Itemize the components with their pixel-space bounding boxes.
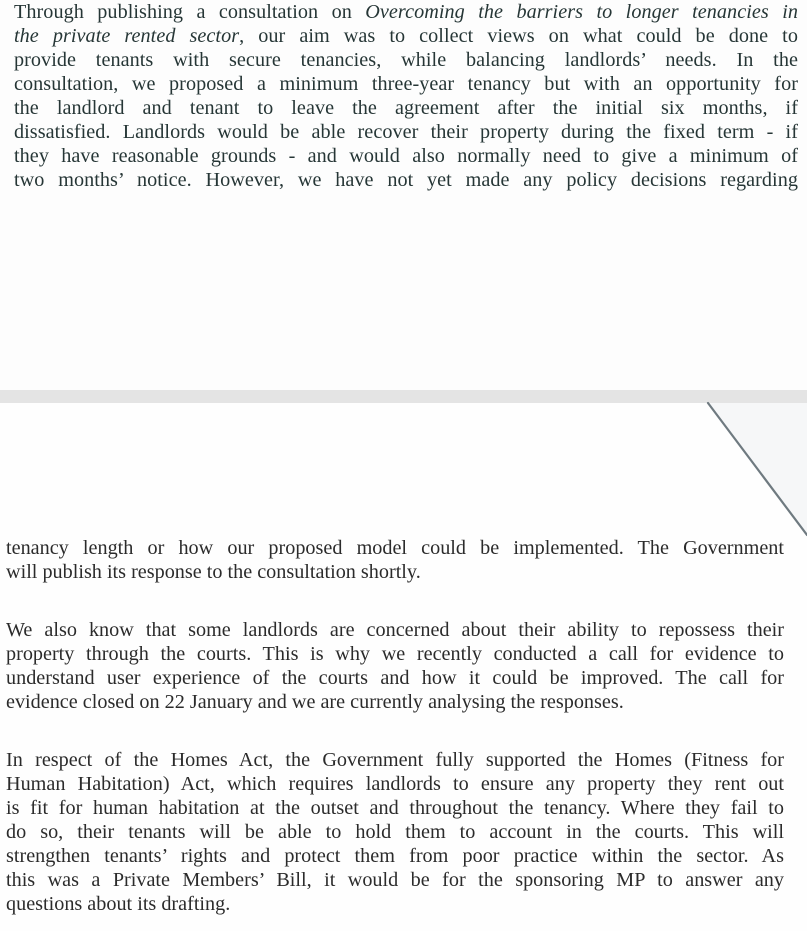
text-line: is fit for human habitation at the outset and throughout the tenancy. Where they fail to [6, 797, 784, 819]
text-line: Through publishing a consultation on Overcoming the barriers to longer tenancies in [14, 1, 798, 23]
text-line: Human Habitation) Act, which requires landlords to ensure any property they rent out [6, 773, 784, 795]
text-line: questions about its drafting. [6, 893, 231, 915]
text-line: We also know that some landlords are concerned about their ability to repossess their [6, 619, 784, 641]
text-line: they have reasonable grounds - and would also normally need to give a minimum of [14, 145, 798, 167]
italic-title: Overcoming the barriers to longer tenancies in [365, 1, 798, 23]
text-line: will publish its response to the consultation shortly. [6, 561, 421, 583]
text-line: consultation, we proposed a minimum three-year tenancy but with an opportunity for [14, 73, 798, 95]
text-line: the private rented sector, our aim was to collect views on what could be done to [14, 25, 798, 47]
text-line: property through the courts. This is why we recently conducted a call for evidence to [6, 643, 784, 665]
text-line: do so, their tenants will be able to hold them to account in the courts. This will [6, 821, 784, 843]
page-separator [0, 390, 807, 403]
text-line: evidence closed on 22 January and we are currently analysing the responses. [6, 691, 624, 713]
text-line: two months’ notice. However, we have not yet made any policy decisions regarding [14, 169, 798, 191]
paragraph-homes-act [6, 748, 784, 916]
text-line: strengthen tenants’ rights and protect them from poor practice within the sector. As [6, 845, 784, 867]
text-line: this was a Private Members’ Bill, it would be for the sponsoring MP to answer any [6, 869, 784, 891]
paragraph-consultation [14, 0, 798, 192]
text-line: dissatisfied. Landlords would be able recover their property during the fixed term - if [14, 121, 798, 143]
text-line: provide tenants with secure tenancies, while balancing landlords’ needs. In the [14, 49, 798, 71]
text-line: understand user experience of the courts and how it could be improved. The call for [6, 667, 784, 689]
text-line: the landlord and tenant to leave the agreement after the initial six months, if [14, 97, 798, 119]
text-line: tenancy length or how our proposed model could be implemented. The Government [6, 537, 784, 559]
italic-title: the private rented sector [14, 25, 240, 47]
paragraph-consultation-continued [6, 536, 784, 584]
paragraph-courts [6, 618, 784, 714]
text-line: In respect of the Homes Act, the Government fully supported the Homes (Fitness for [6, 749, 784, 771]
